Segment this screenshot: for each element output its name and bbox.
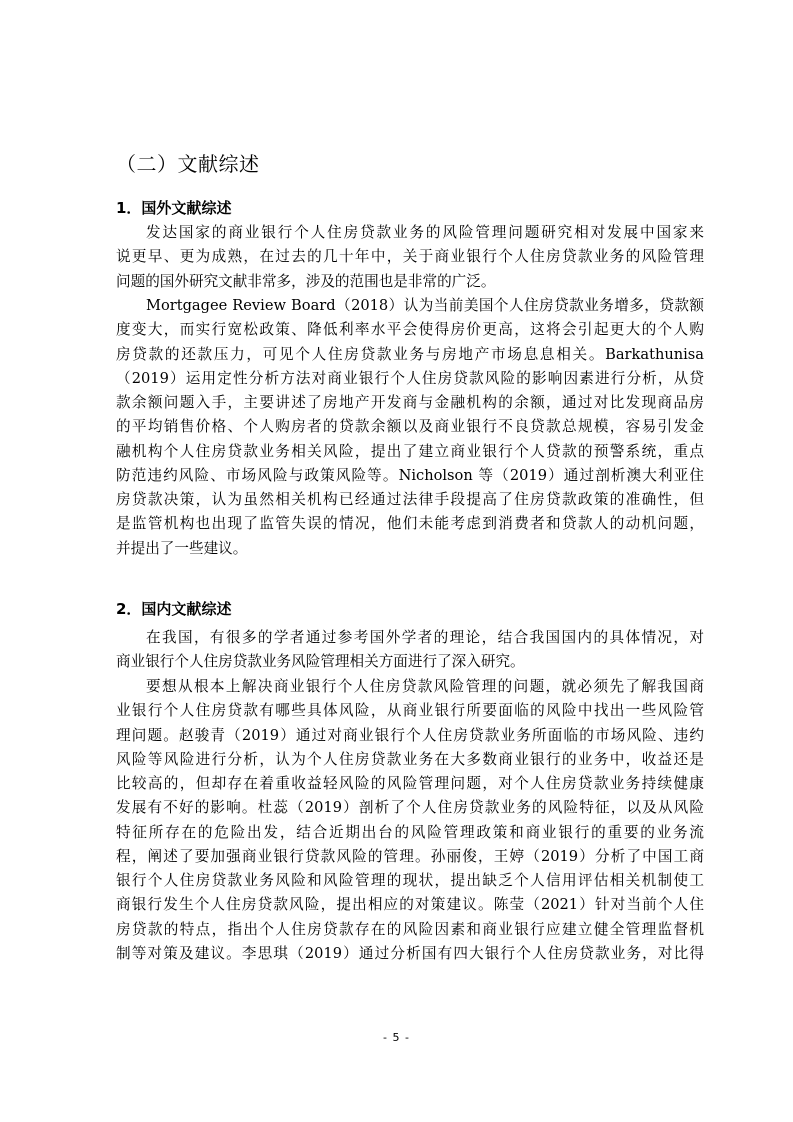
- text-line: 商银行发生个人住房贷款风险，提出相应的对策建议。陈莹（2021）针对当前个人住: [116, 896, 704, 914]
- text-line: 业银行个人住房贷款有哪些具体风险，从商业银行所要面临的风险中找出一些风险管: [116, 702, 704, 720]
- text-line: 风险等风险进行分析，认为个人住房贷款业务在大多数商业银行的业务中，收益还是: [116, 750, 704, 768]
- text-line: 理问题。赵骏青（2019）通过对商业银行个人住房贷款业务所面临的市场风险、违约: [116, 726, 704, 744]
- text-line: 并提出了一些建议。: [116, 539, 248, 557]
- text-line: 房贷款的还款压力，可见个人住房贷款业务与房地产市场息息相关。Barkathunisa: [116, 345, 704, 363]
- text-line: 防范违约风险、市场风险与政策风险等。Nicholson 等（2019）通过剖析澳大利亚住: [116, 466, 704, 484]
- text-line: 要想从根本上解决商业银行个人住房贷款风险管理的问题，就必须先了解我国商: [146, 678, 704, 695]
- text-line: 度变大，而实行宽松政策、降低利率水平会使得房价更高，这将会引起更大的个人购: [116, 321, 704, 339]
- paragraph-domestic-intro: [116, 626, 704, 675]
- text-line: （2019）运用定性分析方法对商业银行个人住房贷款风险的影响因素进行分析，从贷: [116, 369, 704, 387]
- text-line: 比较高的，但却存在着重收益轻风险的风险管理问题，对个人住房贷款业务持续健康: [116, 775, 704, 792]
- paragraph-foreign-intro: [116, 221, 704, 294]
- text-line: 特征所存在的危险出发，结合近期出台的风险管理政策和商业银行的重要的业务流: [116, 823, 704, 841]
- section-title: （二）文献综述: [116, 152, 260, 176]
- text-line: 的平均销售价格、个人购房者的贷款余额以及商业银行不良贷款总规模，容易引发金: [116, 418, 704, 436]
- text-line: 银行个人住房贷款业务风险和风险管理的现状，提出缺乏个人信用评估相关机制使工: [116, 872, 704, 889]
- text-line: 融机构个人住房贷款业务相关风险，提出了建立商业银行个人贷款的预警系统，重点: [116, 442, 704, 460]
- paragraph-foreign-literature: [116, 294, 704, 561]
- text-line: 程，阐述了要加强商业银行贷款风险的管理。孙丽俊，王婷（2019）分析了中国工商: [116, 847, 704, 865]
- paragraph-domestic-literature: [116, 675, 704, 966]
- text-line: 说更早、更为成熟，在过去的几十年中，关于商业银行个人住房贷款业务的风险管理: [116, 248, 704, 266]
- text-line: Mortgagee Review Board（2018）认为当前美国个人住房贷款业务增多，贷款额: [146, 297, 704, 314]
- text-line: 发展有不好的影响。杜蕊（2019）剖析了个人住房贷款业务的风险特征，以及从风险: [116, 799, 704, 817]
- text-line: 发达国家的商业银行个人住房贷款业务的风险管理问题研究相对发展中国家来: [146, 224, 704, 241]
- text-line: 商业银行个人住房贷款业务风险管理相关方面进行了深入研究。: [116, 653, 525, 671]
- subsection-title-foreign: 1．国外文献综述: [116, 199, 232, 217]
- text-line: 款余额问题入手，主要讲述了房地产开发商与金融机构的余额，通过对比发现商品房: [116, 394, 704, 411]
- text-line: 是监管机构也出现了监管失误的情况，他们未能考虑到消费者和贷款人的动机问题，: [116, 515, 704, 533]
- subsection-title-domestic: 2．国内文献综述: [116, 600, 232, 618]
- text-line: 房贷款的特点，指出个人住房贷款存在的风险因素和商业银行应建立健全管理监督机: [116, 920, 704, 938]
- text-line: 问题的国外研究文献非常多，涉及的范围也是非常的广泛。: [116, 272, 496, 290]
- text-line: 制等对策及建议。李思琪（2019）通过分析国有四大银行个人住房贷款业务，对比得: [116, 944, 704, 962]
- text-line: 房贷款决策，认为虽然相关机构已经通过法律手段提高了住房贷款政策的准确性，但: [116, 491, 704, 508]
- text-line: 在我国，有很多的学者通过参考国外学者的理论，结合我国国内的具体情况，对: [146, 629, 704, 646]
- page-number: - 5 -: [383, 1031, 410, 1044]
